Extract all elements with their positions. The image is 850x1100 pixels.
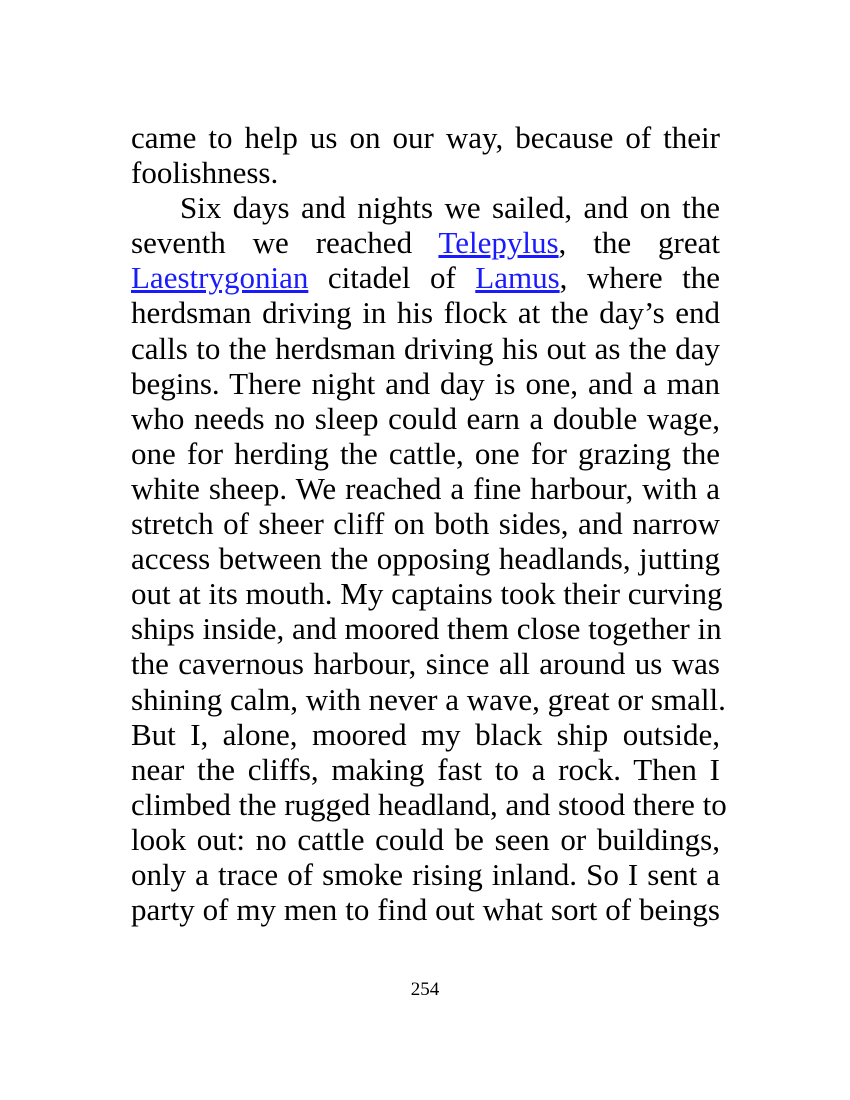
text-line: look out: no cattle could be seen or buildings,	[131, 821, 720, 857]
place-link-lamus[interactable]: Lamus	[475, 260, 560, 296]
place-link-laestrygonian[interactable]: Laestrygonian	[131, 260, 309, 296]
text-line: party of my men to find out what sort of beings	[131, 892, 720, 928]
text-line: near the cliffs, making fast to a rock. Then I	[131, 751, 720, 787]
text-line: foolishness.	[131, 155, 279, 191]
place-link-telepylus[interactable]: Telepylus	[438, 225, 559, 261]
text-line: herdsman driving in his flock at the day’s end	[131, 295, 720, 331]
text-fragment: , the great	[558, 225, 720, 261]
text-line: But I, alone, moored my black ship outside,	[131, 716, 720, 752]
text-line: shining calm, with never a wave, great or small.	[131, 681, 726, 717]
text-line	[131, 260, 720, 295]
text-line: out at its mouth. My captains took their curving	[131, 576, 723, 612]
text-fragment: , where the	[559, 260, 720, 296]
text-line: one for herding the cattle, one for grazing the	[131, 435, 720, 471]
text-line: access between the opposing headlands, jutting	[131, 541, 720, 577]
text-line	[131, 225, 720, 260]
text-line: only a trace of smoke rising inland. So I sent a	[131, 856, 720, 892]
text-line: ships inside, and moored them close together in	[131, 611, 722, 647]
text-line: stretch of sheer cliff on both sides, and narrow	[131, 506, 720, 542]
text-line: calls to the herdsman driving his out as the day	[131, 330, 720, 366]
body-text	[131, 120, 727, 928]
text-line: begins. There night and day is one, and a man	[131, 365, 720, 401]
text-fragment: citadel of	[308, 260, 476, 296]
text-line: the cavernous harbour, since all around us was	[131, 646, 720, 682]
text-line: climbed the rugged headland, and stood there to	[131, 786, 727, 822]
text-fragment: seventh we reached	[131, 225, 439, 261]
text-line: came to help us on our way, because of their	[131, 120, 720, 155]
page-number: 254	[410, 979, 440, 1000]
text-line: Six days and nights we sailed, and on the	[180, 190, 720, 226]
text-line: white sheep. We reached a fine harbour, with a	[131, 470, 720, 506]
text-line: who needs no sleep could earn a double wage,	[131, 400, 720, 436]
